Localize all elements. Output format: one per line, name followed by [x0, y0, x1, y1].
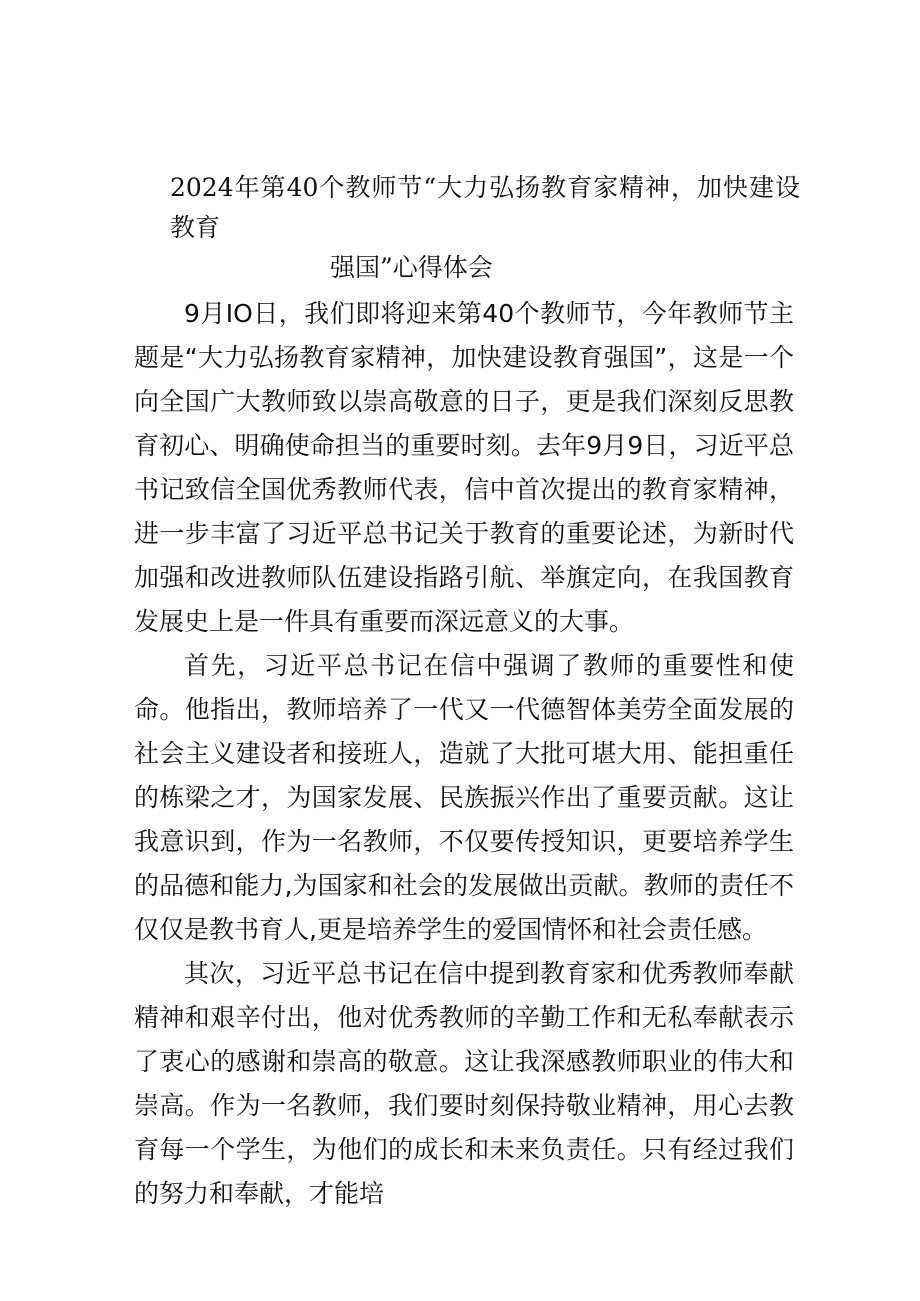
paragraph-2: 首先，习近平总书记在信中强调了教师的重要性和使命。他指出，教师培养了一代又一代德智体美劳全面发展的社会主义建设者和接班人，造就了大批可堪大用、能担重任的栋梁之才，为国家发展、民族振兴作出了重要贡献。这让我意识到，作为一名教师，不仅要传授知识，更要培养学生的品德和能力,为国家和社会的发展做出贡献。教师的责任不仅仅是教书育人,更是培养学生的爱国情怀和社会责任感。 [134, 651, 794, 944]
title-line-1: 2024年第40个教师节“大力弘扬教育家精神，加快建设教育 [170, 173, 800, 242]
document-body [134, 292, 794, 1216]
paragraph-1: 9月IO日，我们即将迎来第40个教师节，今年教师节主题是“大力弘扬教育家精神，加快建设教育强国”，这是一个向全国广大教师致以崇高敬意的日子，更是我们深刻反思教育初心、明确使命担当的重要时刻。去年9月9日，习近平总书记致信全国优秀教师代表，信中首次提出的教育家精神，进一步丰富了习近平总书记关于教育的重要论述，为新时代加强和改进教师队伍建设指路引航、举旗定向，在我国教育发展史上是一件具有重要而深远意义的大事。 [134, 299, 794, 636]
paragraph-3: 其次，习近平总书记在信中提到教育家和优秀教师奉献精神和艰辛付出，他对优秀教师的辛勤工作和无私奉献表示了衷心的感谢和崇高的敬意。这让我深感教师职业的伟大和崇高。作为一名教师，我们要时刻保持敬业精神，用心去教育每一个学生，为他们的成长和未来负责任。只有经过我们的努力和奉献，才能培 [134, 959, 794, 1208]
document-title [170, 168, 800, 288]
title-line-2: 强国”心得体会 [330, 253, 493, 282]
